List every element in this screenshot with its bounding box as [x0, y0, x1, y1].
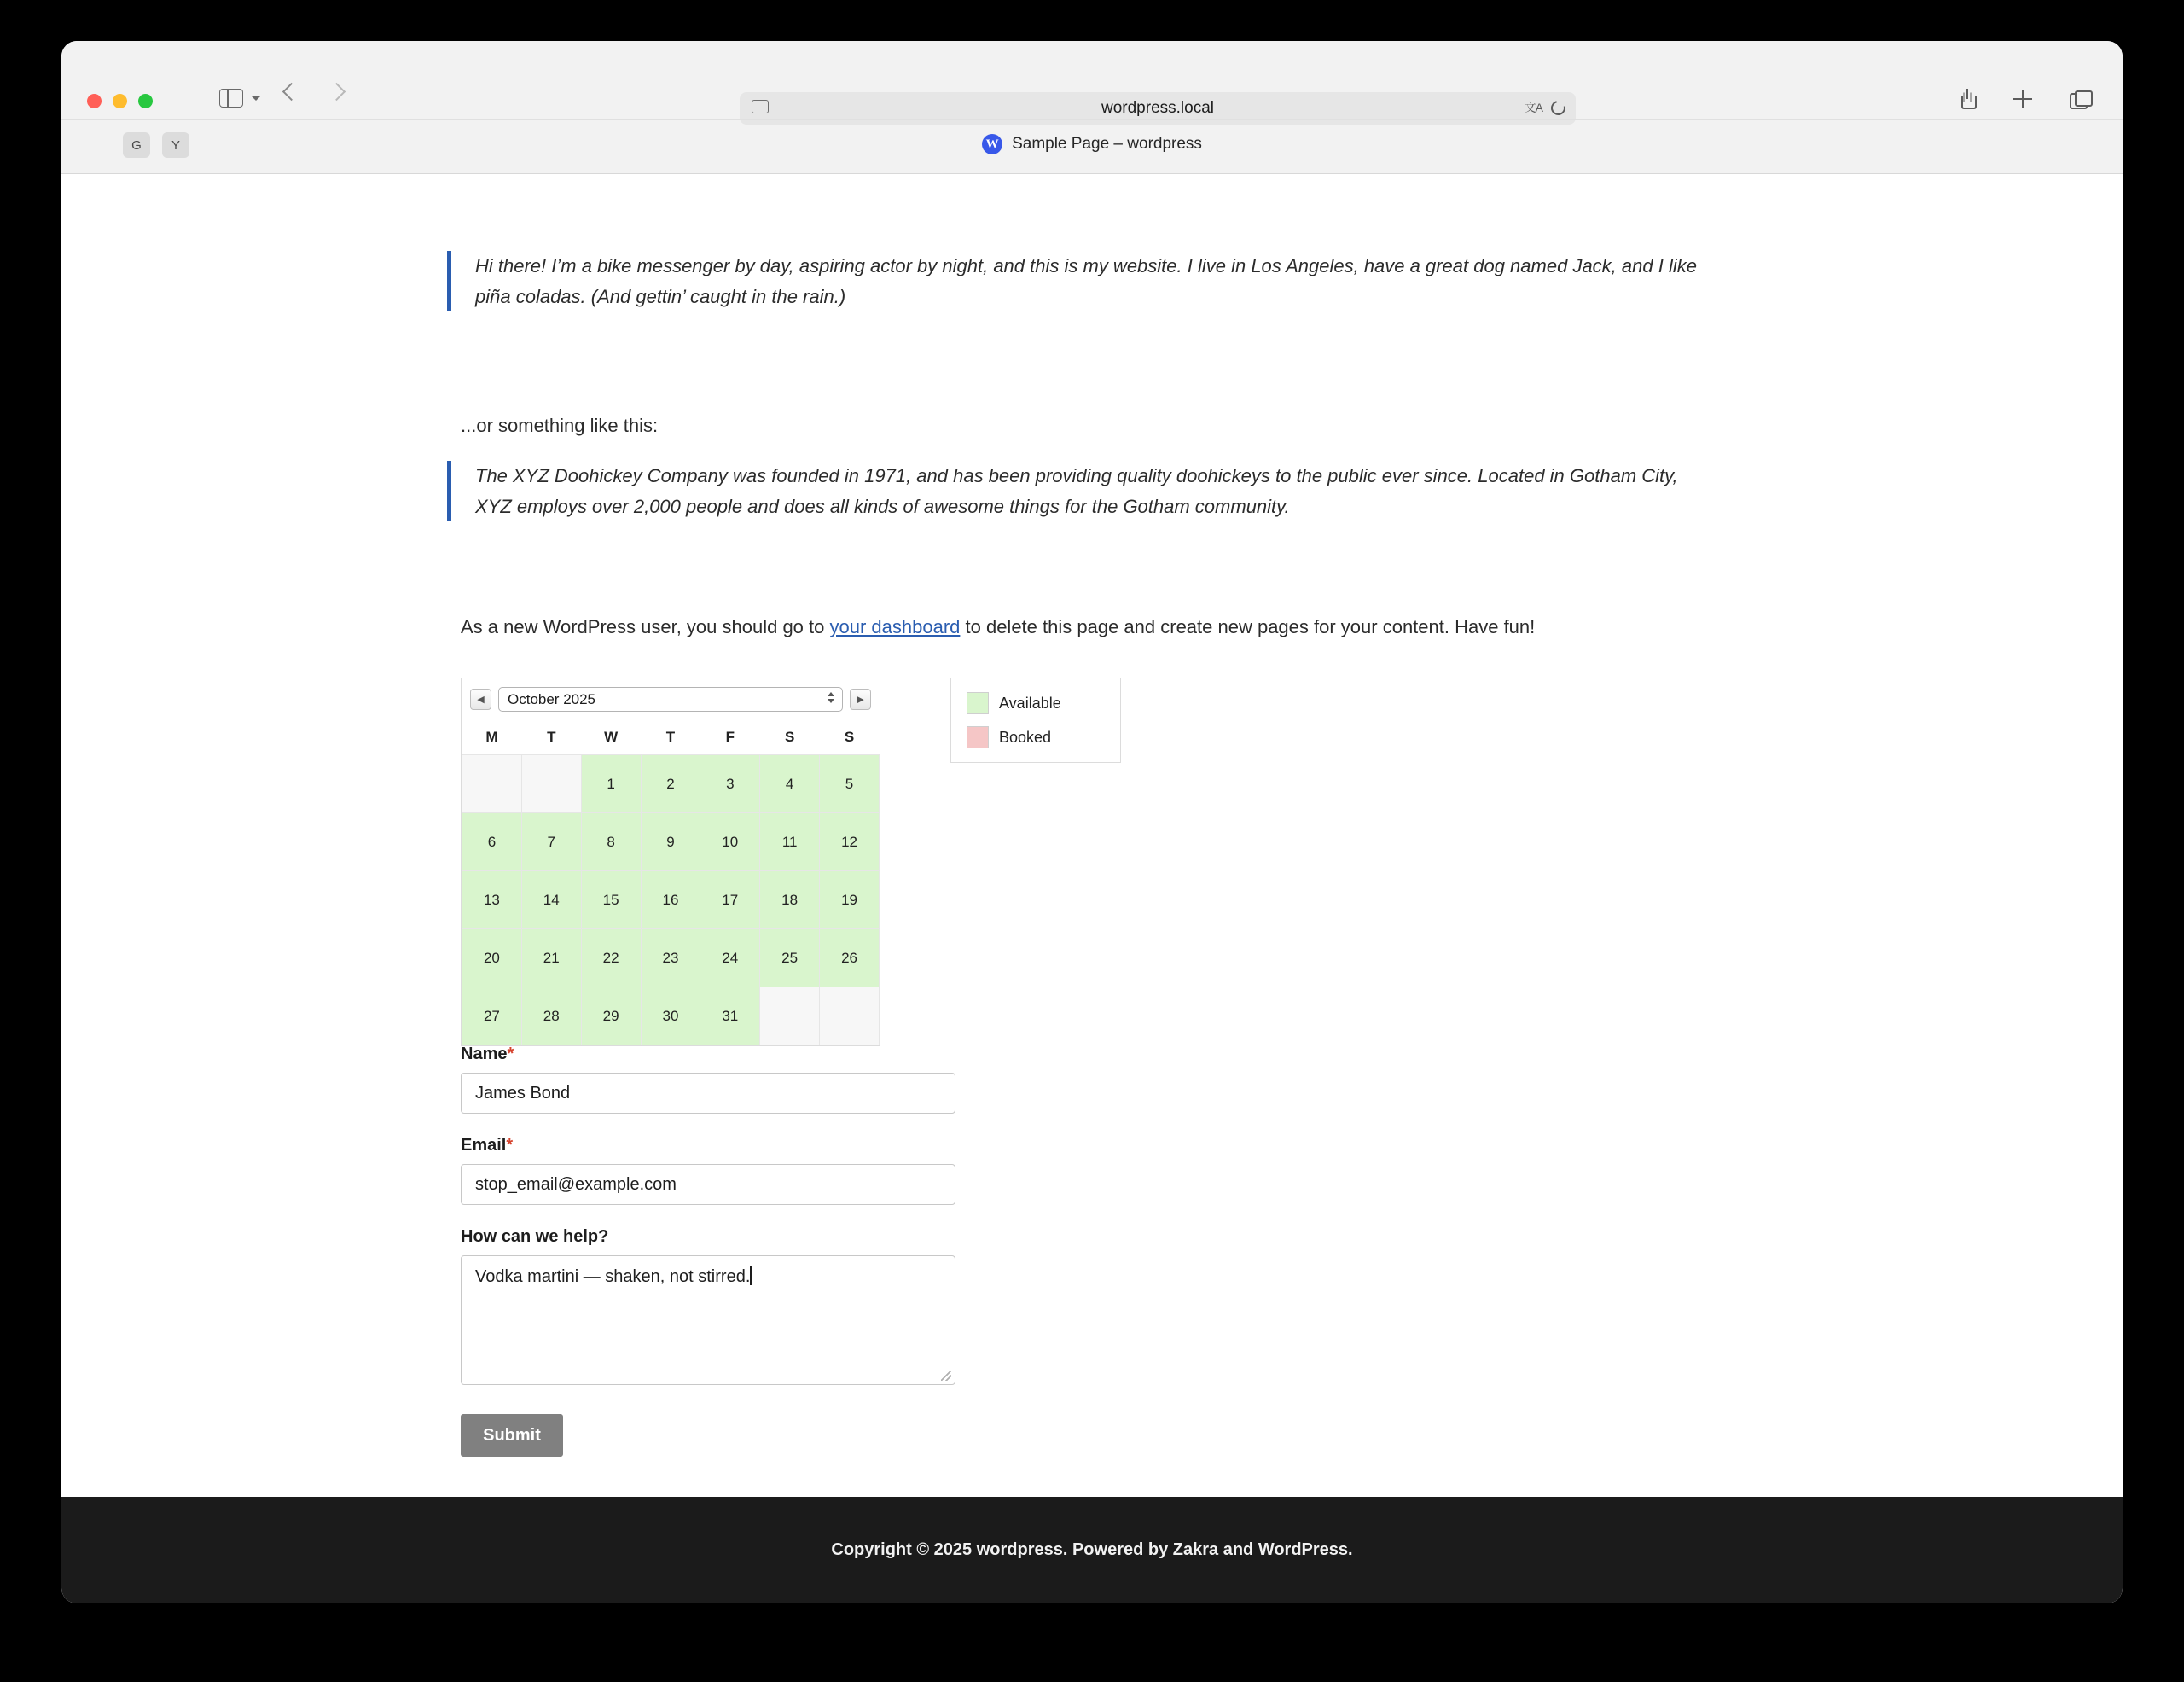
browser-chrome	[61, 41, 2123, 174]
calendar-weekday: M	[485, 729, 498, 745]
chevron-up-icon	[828, 692, 834, 696]
favorite-google[interactable]: G	[123, 132, 150, 158]
calendar-day-cell[interactable]: 16	[641, 871, 700, 929]
message-textarea-value: Vodka martini — shaken, not stirred.	[475, 1267, 751, 1286]
calendar-day-cell[interactable]: 14	[521, 871, 581, 929]
submit-button[interactable]: Submit	[461, 1414, 563, 1457]
email-input-value: stop_email@example.com	[475, 1174, 677, 1194]
wordpress-icon: W	[982, 134, 1002, 154]
navigation-buttons[interactable]	[285, 85, 343, 98]
calendar-weekday-row	[462, 720, 880, 755]
calendar-day-cell[interactable]: 31	[700, 987, 760, 1045]
calendar-legend	[950, 678, 1121, 763]
back-arrow-icon[interactable]	[282, 83, 300, 101]
calendar-day-cell[interactable]: 1	[581, 755, 641, 813]
browser-titlebar	[61, 41, 2123, 119]
email-required-marker: *	[506, 1136, 514, 1155]
email-field-label	[461, 1136, 990, 1155]
calendar-week-row	[462, 929, 880, 987]
toolbar-right[interactable]	[1959, 89, 2090, 109]
calendar-day-cell[interactable]: 15	[581, 871, 641, 929]
site-footer	[61, 1497, 2123, 1603]
active-tab-title: Sample Page – wordpress	[1012, 135, 1202, 153]
dashboard-link[interactable]: your dashboard	[829, 616, 961, 637]
calendar-month-select[interactable]	[498, 687, 843, 712]
stepper-icon[interactable]	[828, 692, 834, 703]
calendar-day-cell[interactable]: 18	[760, 871, 820, 929]
calendar-day-cell[interactable]: 19	[820, 871, 880, 929]
calendar-week-row	[462, 871, 880, 929]
sidebar-icon	[219, 89, 243, 108]
calendar-day-cell[interactable]: 6	[462, 813, 522, 871]
calendar-day-cell[interactable]: 23	[641, 929, 700, 987]
page-content	[61, 174, 2123, 1603]
calendar-weekday: S	[784, 729, 795, 745]
name-input[interactable]	[461, 1073, 956, 1114]
resize-handle[interactable]	[941, 1371, 951, 1381]
address-bar-tools[interactable]	[1525, 99, 1565, 116]
chevron-down-icon	[828, 699, 834, 703]
calendar-day-cell[interactable]: 8	[581, 813, 641, 871]
calendar-weekday: S	[844, 729, 855, 745]
browser-window	[61, 41, 2123, 1603]
calendar-day-cell[interactable]: 11	[760, 813, 820, 871]
calendar-month-label: October 2025	[508, 690, 596, 707]
intro-quote-2: The XYZ Doohickey Company was founded in 1971, and has been providing quality doohickeys to the public ever since. Located in Gotham City, XYZ employs over 2,000 people and does all kinds of awesome things for the Gotham community.	[447, 461, 1710, 521]
calendar-weekday: T	[547, 729, 556, 745]
name-required-marker: *	[507, 1045, 514, 1063]
calendar-day-cell[interactable]: 28	[521, 987, 581, 1045]
favorite-yahoo[interactable]: Y	[162, 132, 189, 158]
reload-icon[interactable]	[1548, 97, 1568, 117]
chevron-down-icon	[252, 96, 260, 101]
intro-quote-1: Hi there! I’m a bike messenger by day, aspiring actor by night, and this is my website. I live in Los Angeles, have a great dog named Jack, and I like piña coladas. (And gettin’ caught in the rain.)	[447, 251, 1710, 311]
name-input-value: James Bond	[475, 1083, 571, 1103]
new-tab-icon[interactable]	[2013, 90, 2032, 108]
share-icon[interactable]	[1959, 89, 1976, 109]
name-field-label	[461, 1045, 990, 1064]
dashboard-text-before: As a new WordPress user, you should go to	[461, 616, 830, 637]
calendar-week-row	[462, 987, 880, 1045]
calendar-week-row	[462, 755, 880, 813]
calendar-day-cell	[760, 987, 820, 1045]
calendar-day-cell[interactable]: 20	[462, 929, 522, 987]
dashboard-text-after: to delete this page and create new pages for your content. Have fun!	[960, 616, 1536, 637]
available-swatch-icon	[967, 692, 989, 714]
calendar-day-cell[interactable]: 30	[641, 987, 700, 1045]
calendar-day-cell[interactable]: 22	[581, 929, 641, 987]
availability-calendar	[461, 678, 880, 1046]
calendar-day-cell[interactable]: 10	[700, 813, 760, 871]
sidebar-toggle-button[interactable]	[219, 89, 260, 108]
calendar-day-cell[interactable]: 25	[760, 929, 820, 987]
calendar-day-cell[interactable]: 24	[700, 929, 760, 987]
contact-form	[461, 1045, 990, 1457]
calendar-day-cell	[820, 987, 880, 1045]
calendar-week-row	[462, 813, 880, 871]
message-field-label: How can we help?	[461, 1227, 609, 1246]
calendar-weekday: F	[725, 729, 735, 745]
maximize-window-button[interactable]	[138, 94, 153, 108]
calendar-day-cell[interactable]: 12	[820, 813, 880, 871]
calendar-day-cell[interactable]: 5	[820, 755, 880, 813]
calendar-day-cell[interactable]: 26	[820, 929, 880, 987]
page-settings-icon[interactable]	[752, 100, 769, 113]
calendar-day-cell[interactable]: 17	[700, 871, 760, 929]
window-controls[interactable]	[87, 94, 153, 108]
name-label-text: Name	[461, 1045, 508, 1063]
intro-text: ...or something like this:	[461, 415, 659, 436]
footer-text: Copyright © 2025 wordpress. Powered by Zakra and WordPress.	[831, 1540, 1353, 1559]
minimize-window-button[interactable]	[113, 94, 127, 108]
calendar-day-cell[interactable]: 3	[700, 755, 760, 813]
legend-item-available	[967, 692, 1105, 714]
legend-label: Booked	[999, 728, 1052, 746]
calendar-body	[462, 755, 880, 1045]
calendar-day-cell[interactable]: 2	[641, 755, 700, 813]
calendar-header	[462, 678, 880, 720]
calendar-day-cell[interactable]: 4	[760, 755, 820, 813]
message-textarea[interactable]	[461, 1255, 956, 1385]
email-label-text: Email	[461, 1136, 507, 1155]
close-window-button[interactable]	[87, 94, 102, 108]
translate-icon[interactable]: 文A	[1524, 101, 1542, 114]
legend-item-booked	[967, 726, 1105, 748]
booked-swatch-icon	[967, 726, 989, 748]
calendar-day-cell[interactable]: 21	[521, 929, 581, 987]
browser-tabstrip	[61, 119, 2123, 174]
calendar-weekday: T	[665, 729, 676, 745]
calendar-prev-button[interactable]: ◀	[470, 689, 491, 710]
calendar-day-cell	[462, 755, 522, 813]
calendar-day-cell[interactable]: 27	[462, 987, 522, 1045]
calendar-day-cell[interactable]: 7	[521, 813, 581, 871]
address-bar-url: wordpress.local	[1101, 99, 1214, 117]
calendar-grid	[462, 720, 880, 1045]
legend-label: Available	[999, 694, 1061, 712]
calendar-weekday: W	[604, 729, 619, 745]
text-caret	[750, 1266, 752, 1285]
calendar-day-cell[interactable]: 29	[581, 987, 641, 1045]
forward-arrow-icon[interactable]	[328, 83, 346, 101]
dashboard-paragraph	[461, 612, 1535, 642]
calendar-next-button[interactable]: ▶	[850, 689, 871, 710]
tab-overview-icon[interactable]	[2070, 90, 2090, 108]
calendar-day-cell	[521, 755, 581, 813]
active-tab[interactable]	[61, 134, 2123, 154]
calendar-day-cell[interactable]: 9	[641, 813, 700, 871]
calendar-day-cell[interactable]: 13	[462, 871, 522, 929]
email-input[interactable]	[461, 1164, 956, 1205]
